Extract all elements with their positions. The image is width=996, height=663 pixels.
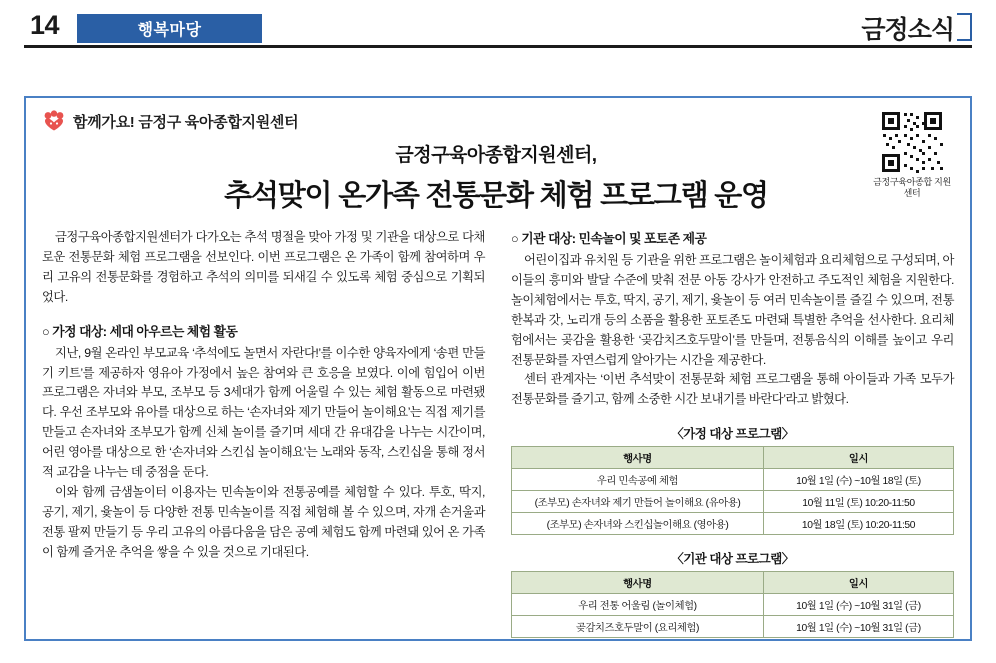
cell-date: 10월 1일 (수) ~10월 31일 (금): [763, 616, 953, 638]
article-columns: [42, 228, 954, 638]
column-header-date: 일시: [763, 572, 953, 594]
table-header-row: [512, 572, 954, 594]
brand-label: 함께가요! 금정구 육아종합지원센터: [73, 113, 299, 131]
page-number: 14: [30, 10, 60, 40]
page-header: [0, 0, 996, 52]
cell-event: (조부모) 손자녀와 제기 만들어 놀이해요 (유아용): [512, 491, 764, 513]
table-row: [512, 491, 954, 513]
column-header-event: 행사명: [512, 447, 764, 469]
masthead-title: 금정소식: [861, 16, 954, 44]
table-row: [512, 469, 954, 491]
cell-event: 곶감치즈호두말이 (요리체험): [512, 616, 764, 638]
qr-caption: 금정구육아종합 지원센터: [873, 177, 951, 199]
section-tab-label: 행복마당: [137, 22, 202, 39]
cell-date: 10월 1일 (수) ~10월 18일 (토): [763, 469, 953, 491]
article-subtitle: 금정구육아종합지원센터,: [395, 145, 597, 166]
column-header-event: 행사명: [512, 572, 764, 594]
section-tab: [77, 14, 262, 43]
right-paragraph-2: 센터 관계자는 ‘이번 추석맞이 전통문화 체험 프로그램을 통해 아이들과 가족 모두가 전통문화를 즐기고, 함께 소중한 시간 보내기를 바란다’라고 밝혔다.: [511, 372, 954, 407]
header-divider: [24, 45, 972, 48]
cell-date: 10월 11일 (토) 10:20-11:50: [763, 491, 953, 513]
cell-date: 10월 18일 (토) 10:20-11:50: [763, 513, 953, 535]
right-column: [511, 228, 954, 638]
article-title: 추석맞이 온가족 전통문화 체험 프로그램 운영: [224, 180, 768, 212]
table-title-home: 〈가정 대상 프로그램〉: [671, 427, 794, 442]
title-block: [176, 140, 816, 214]
table-header-row: [512, 447, 954, 469]
org-program-table: [511, 571, 954, 638]
home-program-table: [511, 446, 954, 535]
table-title-org: 〈기관 대상 프로그램〉: [671, 552, 794, 567]
cell-event: (조부모) 손자녀와 스킨십놀이해요 (영아용): [512, 513, 764, 535]
cell-date: 10월 1일 (수) ~10월 31일 (금): [763, 594, 953, 616]
qr-code-icon[interactable]: [880, 110, 944, 174]
table-row: [512, 513, 954, 535]
article-container: [24, 96, 972, 641]
qr-block: [872, 110, 952, 200]
table-row: [512, 594, 954, 616]
brand-line: [42, 110, 298, 132]
right-paragraph-1: 어린이집과 유치원 등 기관을 위한 프로그램은 놀이체험과 요리체험으로 구성되며, 아이들의 흥미와 발달 수준에 맞춰 전문 아동 강사가 안전하고 주도적인 체험을 지원한다. 놀이체험에서는 투호, 딱지, 공기, 제기, 윷놀이 등 여러 민속놀이를 즐길 수 있으며, 전통 한복과 갓, 노리개 등의 소품을 활용한 포토존도 마련돼 특별한 추억을 선사한다. 요리체험에서는 곶감을 활용한 ‘곶감치즈호두말이’를 만들며, 전통음식의 이해를 높이고 우리 전통문화를 자연스럽게 알아가는 시간을 제공한다.: [511, 253, 954, 367]
column-header-date: 일시: [763, 447, 953, 469]
paw-heart-icon: [42, 110, 66, 132]
cell-event: 우리 민속공예 체험: [512, 469, 764, 491]
left-heading-home-target: ○ 가정 대상: 세대 아우르는 체험 활동: [42, 323, 238, 339]
left-paragraph-2: 이와 함께 금샘놀이터 이용자는 민속놀이와 전통공예를 체험할 수 있다. 투호, 딱지, 공기, 제기, 윷놀이 등 다양한 전통 민속놀이를 직접 체험해 볼 수 있으며, 자개 손거울과 전통 팔찌 만들기 등 우리 고유의 아름다움을 담은 공예 체험도 함께 마련돼 있어 온 가족이 함께 즐거운 추억을 쌓을 수 있을 것으로 기대된다.: [42, 484, 485, 559]
cell-event: 우리 전통 어울림 (놀이체험): [512, 594, 764, 616]
right-heading-org-target: ○ 기관 대상: 민속놀이 및 포토존 제공: [511, 231, 707, 246]
masthead-bracket-icon: [957, 13, 972, 41]
left-column: [42, 228, 485, 638]
table-row: [512, 616, 954, 638]
left-paragraph-1: 지난, 9월 온라인 부모교육 ‘추석에도 놀면서 자란다!’를 이수한 양육자에게 ‘송편 만들기 키트’를 제공하자 영유아 가정에서 높은 참여와 큰 호응을 보였다. 이에 힘입어 이번 프로그램은 자녀와 부모, 조부모 등 3세대가 함께 어울릴 수 있는 체험 활동으로 마련됐다. 우선 조부모와 유아를 대상으로 하는 ‘손자녀와 제기 만들어 놀이해요’는 직접 제기를 만들고 손자녀와 조부모가 함께 신체 놀이를 즐기며 세대 간 유대감을 나누는 시간이며, 어린 영아를 대상으로 한 ‘손자녀와 스킨십 놀이해요’는 노래와 동작, 스킨십을 통해 정서적 교감을 나누는 데 중점을 둔다.: [42, 345, 485, 480]
left-lead-paragraph: 금정구육아종합지원센터가 다가오는 추석 명절을 맞아 가정 및 기관을 대상으로 다채로운 전통문화 체험 프로그램을 선보인다. 이번 프로그램은 온 가족이 함께 참여하며 우리 고유의 전통문화를 경험하고 추석의 의미를 되새길 수 있도록 체험 중심으로 기획되었다.: [42, 230, 485, 304]
